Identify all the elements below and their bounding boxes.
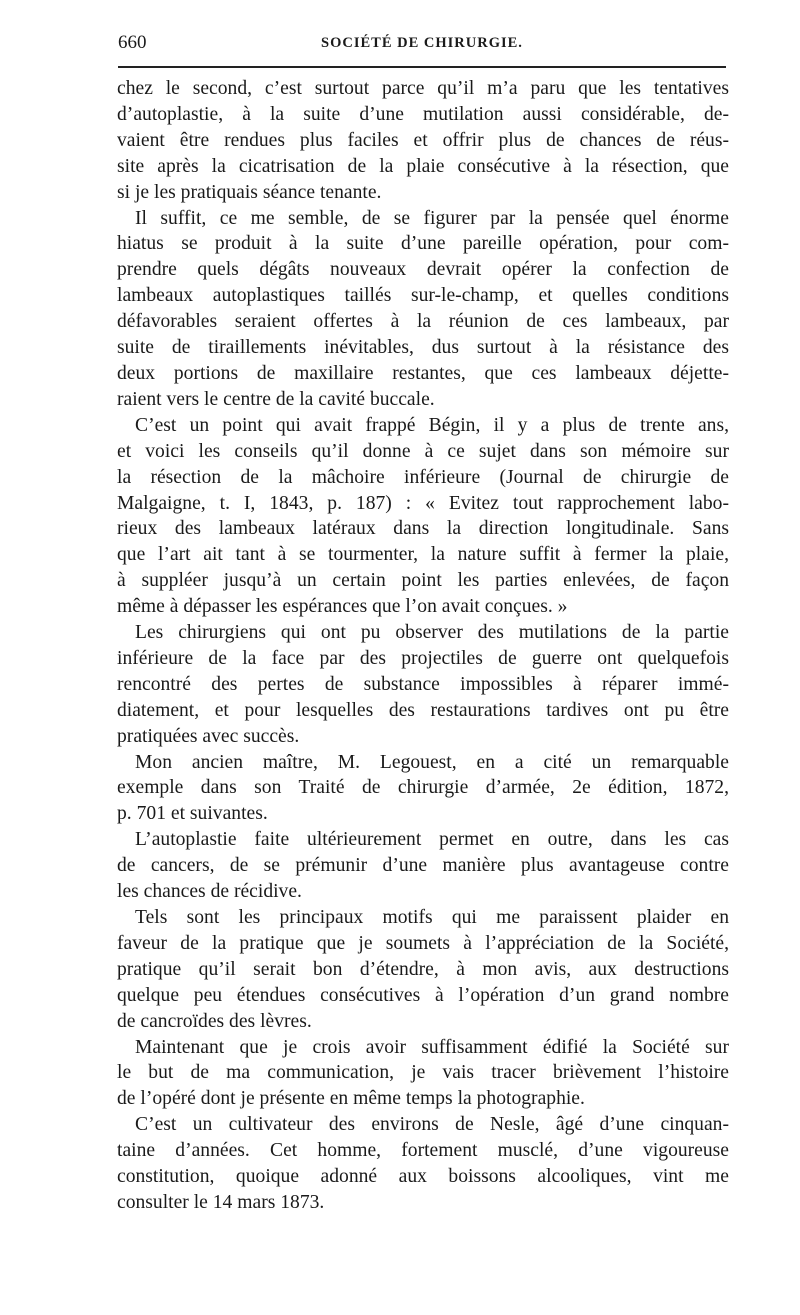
text-line: d’autoplastie, à la suite d’une mutilation aussi considérable, de- <box>117 103 729 125</box>
paragraph-5 <box>117 750 729 828</box>
text-line: la résection de la mâchoire inférieure (Journal de chirurgie de <box>117 466 729 488</box>
text-line: chez le second, c’est surtout parce qu’il m’a paru que les tentatives <box>117 78 729 99</box>
text-line: même à dépasser les espérances que l’on avait conçues. » <box>117 596 568 618</box>
text-line: défavorables seraient offertes à la réunion de ces lambeaux, par <box>117 311 729 333</box>
paragraph-7 <box>117 905 729 1035</box>
text-line: Tels sont les principaux motifs qui me paraissent plaider en <box>135 907 729 928</box>
text-line: taine d’années. Cet homme, fortement musclé, d’une vigoureuse <box>117 1140 729 1162</box>
body-text <box>117 76 729 1216</box>
paragraph-4 <box>117 620 729 750</box>
text-line: site après la cicatrisation de la plaie consécutive à la résection, que <box>117 155 729 177</box>
header-rule <box>118 66 726 68</box>
paragraph-8 <box>117 1035 729 1113</box>
text-line: rencontré des pertes de substance impossibles à réparer immé- <box>117 673 729 695</box>
text-line: de l’opéré dont je présente en même temps la photographie. <box>117 1088 585 1110</box>
text-line: pratique qu’il serait bon d’étendre, à mon avis, aux destructions <box>117 958 729 980</box>
text-line: Maintenant que je crois avoir suffisamment édifié la Société sur <box>135 1036 729 1058</box>
text-line: deux portions de maxillaire restantes, que ces lambeaux déjette- <box>117 362 729 384</box>
text-line: vaient être rendues plus faciles et offrir plus de chances de réus- <box>117 129 729 151</box>
text-line: le but de ma communication, je vais tracer brièvement l’histoire <box>117 1062 729 1084</box>
text-line: Mon ancien maître, M. Legouest, en a cité un remarquable <box>135 751 729 773</box>
text-line: de cancers, de se prémunir d’une manière plus avantageuse contre <box>117 855 729 877</box>
text-line: faveur de la pratique que je soumets à l’appréciation de la Société, <box>117 932 729 954</box>
paragraph-3 <box>117 413 729 620</box>
text-line: Il suffit, ce me semble, de se figurer par la pensée quel énorme <box>135 207 729 229</box>
text-line: suite de tiraillements inévitables, dus surtout à la résistance des <box>117 337 729 359</box>
paragraph-1 <box>117 76 729 206</box>
paragraph-9 <box>117 1112 729 1216</box>
paragraph-2 <box>117 206 729 413</box>
text-line: que l’art ait tant à se tourmenter, la nature suffit à fermer la plaie, <box>117 544 729 566</box>
text-line: p. 701 et suivantes. <box>117 803 268 825</box>
text-line: exemple dans son Traité de chirurgie d’armée, 2e édition, 1872, <box>117 777 729 799</box>
running-title: SOCIÉTÉ DE CHIRURGIE. <box>321 35 523 51</box>
text-line: les chances de récidive. <box>117 881 302 903</box>
text-line: lambeaux autoplastiques taillés sur-le-champ, et quelles conditions <box>117 285 729 307</box>
text-line: et voici les conseils qu’il donne à ce sujet dans son mémoire sur <box>117 440 729 462</box>
text-line: consulter le 14 mars 1873. <box>117 1191 325 1213</box>
text-line: C’est un point qui avait frappé Bégin, il y a plus de trente ans, <box>135 414 729 436</box>
text-line: à suppléer jusqu’à un certain point les parties enlevées, de façon <box>117 570 729 592</box>
text-line: quelque peu étendues consécutives à l’opération d’un grand nombre <box>117 984 729 1006</box>
page-number: 660 <box>118 32 147 53</box>
text-line: constitution, quoique adonné aux boissons alcooliques, vint me <box>117 1166 729 1188</box>
page-header <box>118 30 726 56</box>
text-line: Malgaigne, t. I, 1843, p. 187) : « Evitez tout rapprochement labo- <box>117 492 729 514</box>
text-line: si je les pratiquais séance tenante. <box>117 181 382 203</box>
text-line: prendre quels dégâts nouveaux devrait opérer la confection de <box>117 259 729 281</box>
text-line: de cancroïdes des lèvres. <box>117 1010 312 1032</box>
text-line: L’autoplastie faite ultérieurement permet en outre, dans les cas <box>135 829 729 851</box>
text-line: C’est un cultivateur des environs de Nesle, âgé d’une cinquan- <box>135 1114 729 1136</box>
text-line: diatement, et pour lesquelles des restaurations tardives ont pu être <box>117 699 729 721</box>
text-line: rieux des lambeaux latéraux dans la direction longitudinale. Sans <box>117 518 729 540</box>
text-line: inférieure de la face par des projectiles de guerre ont quelquefois <box>117 647 729 669</box>
text-line: raient vers le centre de la cavité buccale. <box>117 388 435 410</box>
text-line: Les chirurgiens qui ont pu observer des mutilations de la partie <box>135 622 729 644</box>
text-line: pratiquées avec succès. <box>117 725 300 747</box>
text-line: hiatus se produit à la suite d’une pareille opération, pour com- <box>117 233 729 255</box>
paragraph-6 <box>117 827 729 905</box>
